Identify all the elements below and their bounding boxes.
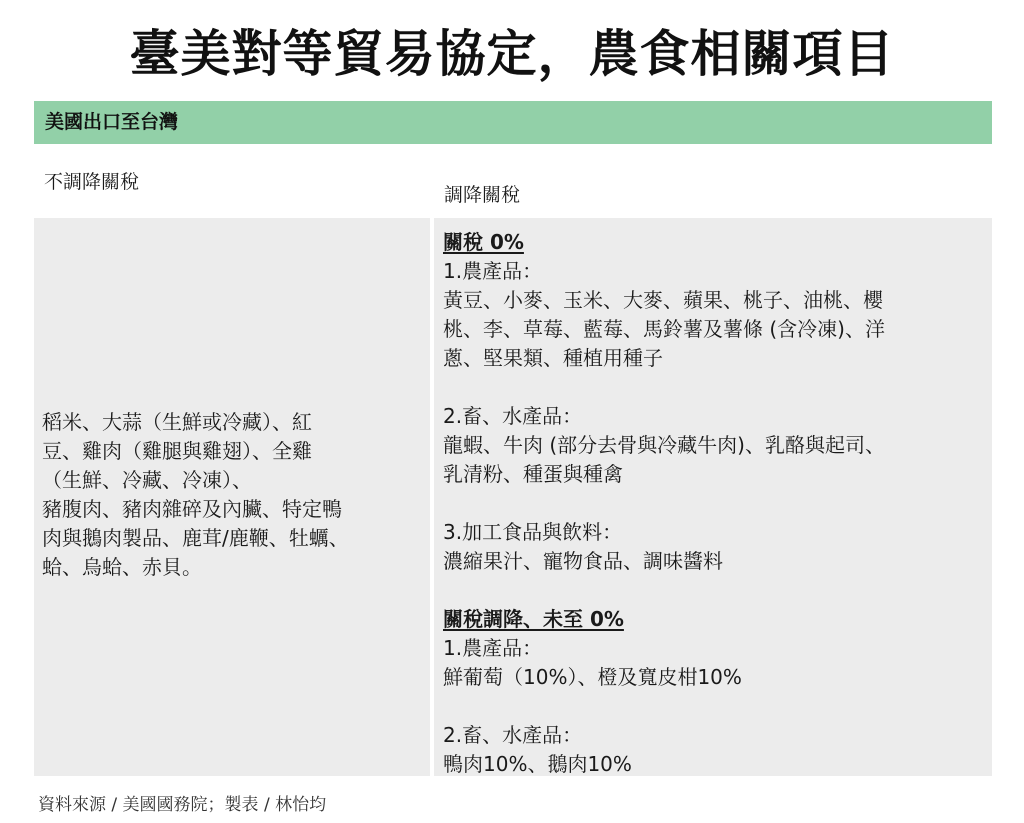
spacer (443, 373, 988, 402)
zero-tariff-heading: 關稅 0% (443, 230, 524, 254)
no-reduction-panel (34, 218, 430, 776)
zero-livestock-line: 龍蝦、牛肉 (部分去骨與冷藏牛肉)、乳酪與起司、 (443, 433, 885, 457)
no-reduction-items: 稻米、大蒜（生鮮或冷藏）、紅 豆、雞肉（雞腿與雞翅）、全雞 （生鮮、冷藏、冷凍）、 豬腹肉、豬肉雜碎及內臟、特定鴨 肉與鵝肉製品、鹿茸/鹿鞭、牡蠣、 蛤、烏蛤、赤貝。 (42, 410, 349, 579)
section-banner (34, 101, 992, 144)
reduced-ag-label: 1.農產品： (443, 636, 543, 660)
reduction-content (443, 228, 988, 779)
spacer (443, 576, 988, 605)
zero-livestock-label: 2.畜、水產品： (443, 404, 583, 428)
zero-processed-label: 3.加工食品與飲料： (443, 520, 623, 544)
spacer (443, 489, 988, 518)
column-header-no-reduction: 不調降關稅 (44, 171, 140, 193)
zero-ag-line: 蔥、堅果類、種植用種子 (443, 346, 663, 370)
reduced-livestock-text: 鴨肉10%、鵝肉10% (443, 752, 632, 776)
column-header-reduction: 調降關稅 (444, 184, 521, 206)
source-credit: 資料來源 / 美國國務院；製表 / 林怡均 (38, 795, 327, 815)
zero-processed-line: 濃縮果汁、寵物食品、調味醬料 (443, 549, 723, 573)
banner-label: 美國出口至台灣 (45, 111, 179, 133)
reduced-tariff-heading: 關稅調降、未至 0% (443, 607, 624, 631)
spacer (443, 692, 988, 721)
zero-ag-line: 桃、李、草莓、藍莓、馬鈴薯及薯條 (含冷凍)、洋 (443, 317, 885, 341)
reduced-livestock-label: 2.畜、水產品： (443, 723, 583, 747)
page-title: 臺美對等貿易協定，農食相關項目 (129, 25, 895, 83)
zero-livestock-line: 乳清粉、種蛋與種禽 (443, 462, 623, 486)
reduced-ag-text: 鮮葡萄（10%）、橙及寬皮柑10% (443, 665, 742, 689)
reduction-panel (434, 218, 992, 776)
zero-ag-line: 黃豆、小麥、玉米、大麥、蘋果、桃子、油桃、櫻 (443, 288, 883, 312)
zero-ag-label: 1.農產品： (443, 259, 543, 283)
